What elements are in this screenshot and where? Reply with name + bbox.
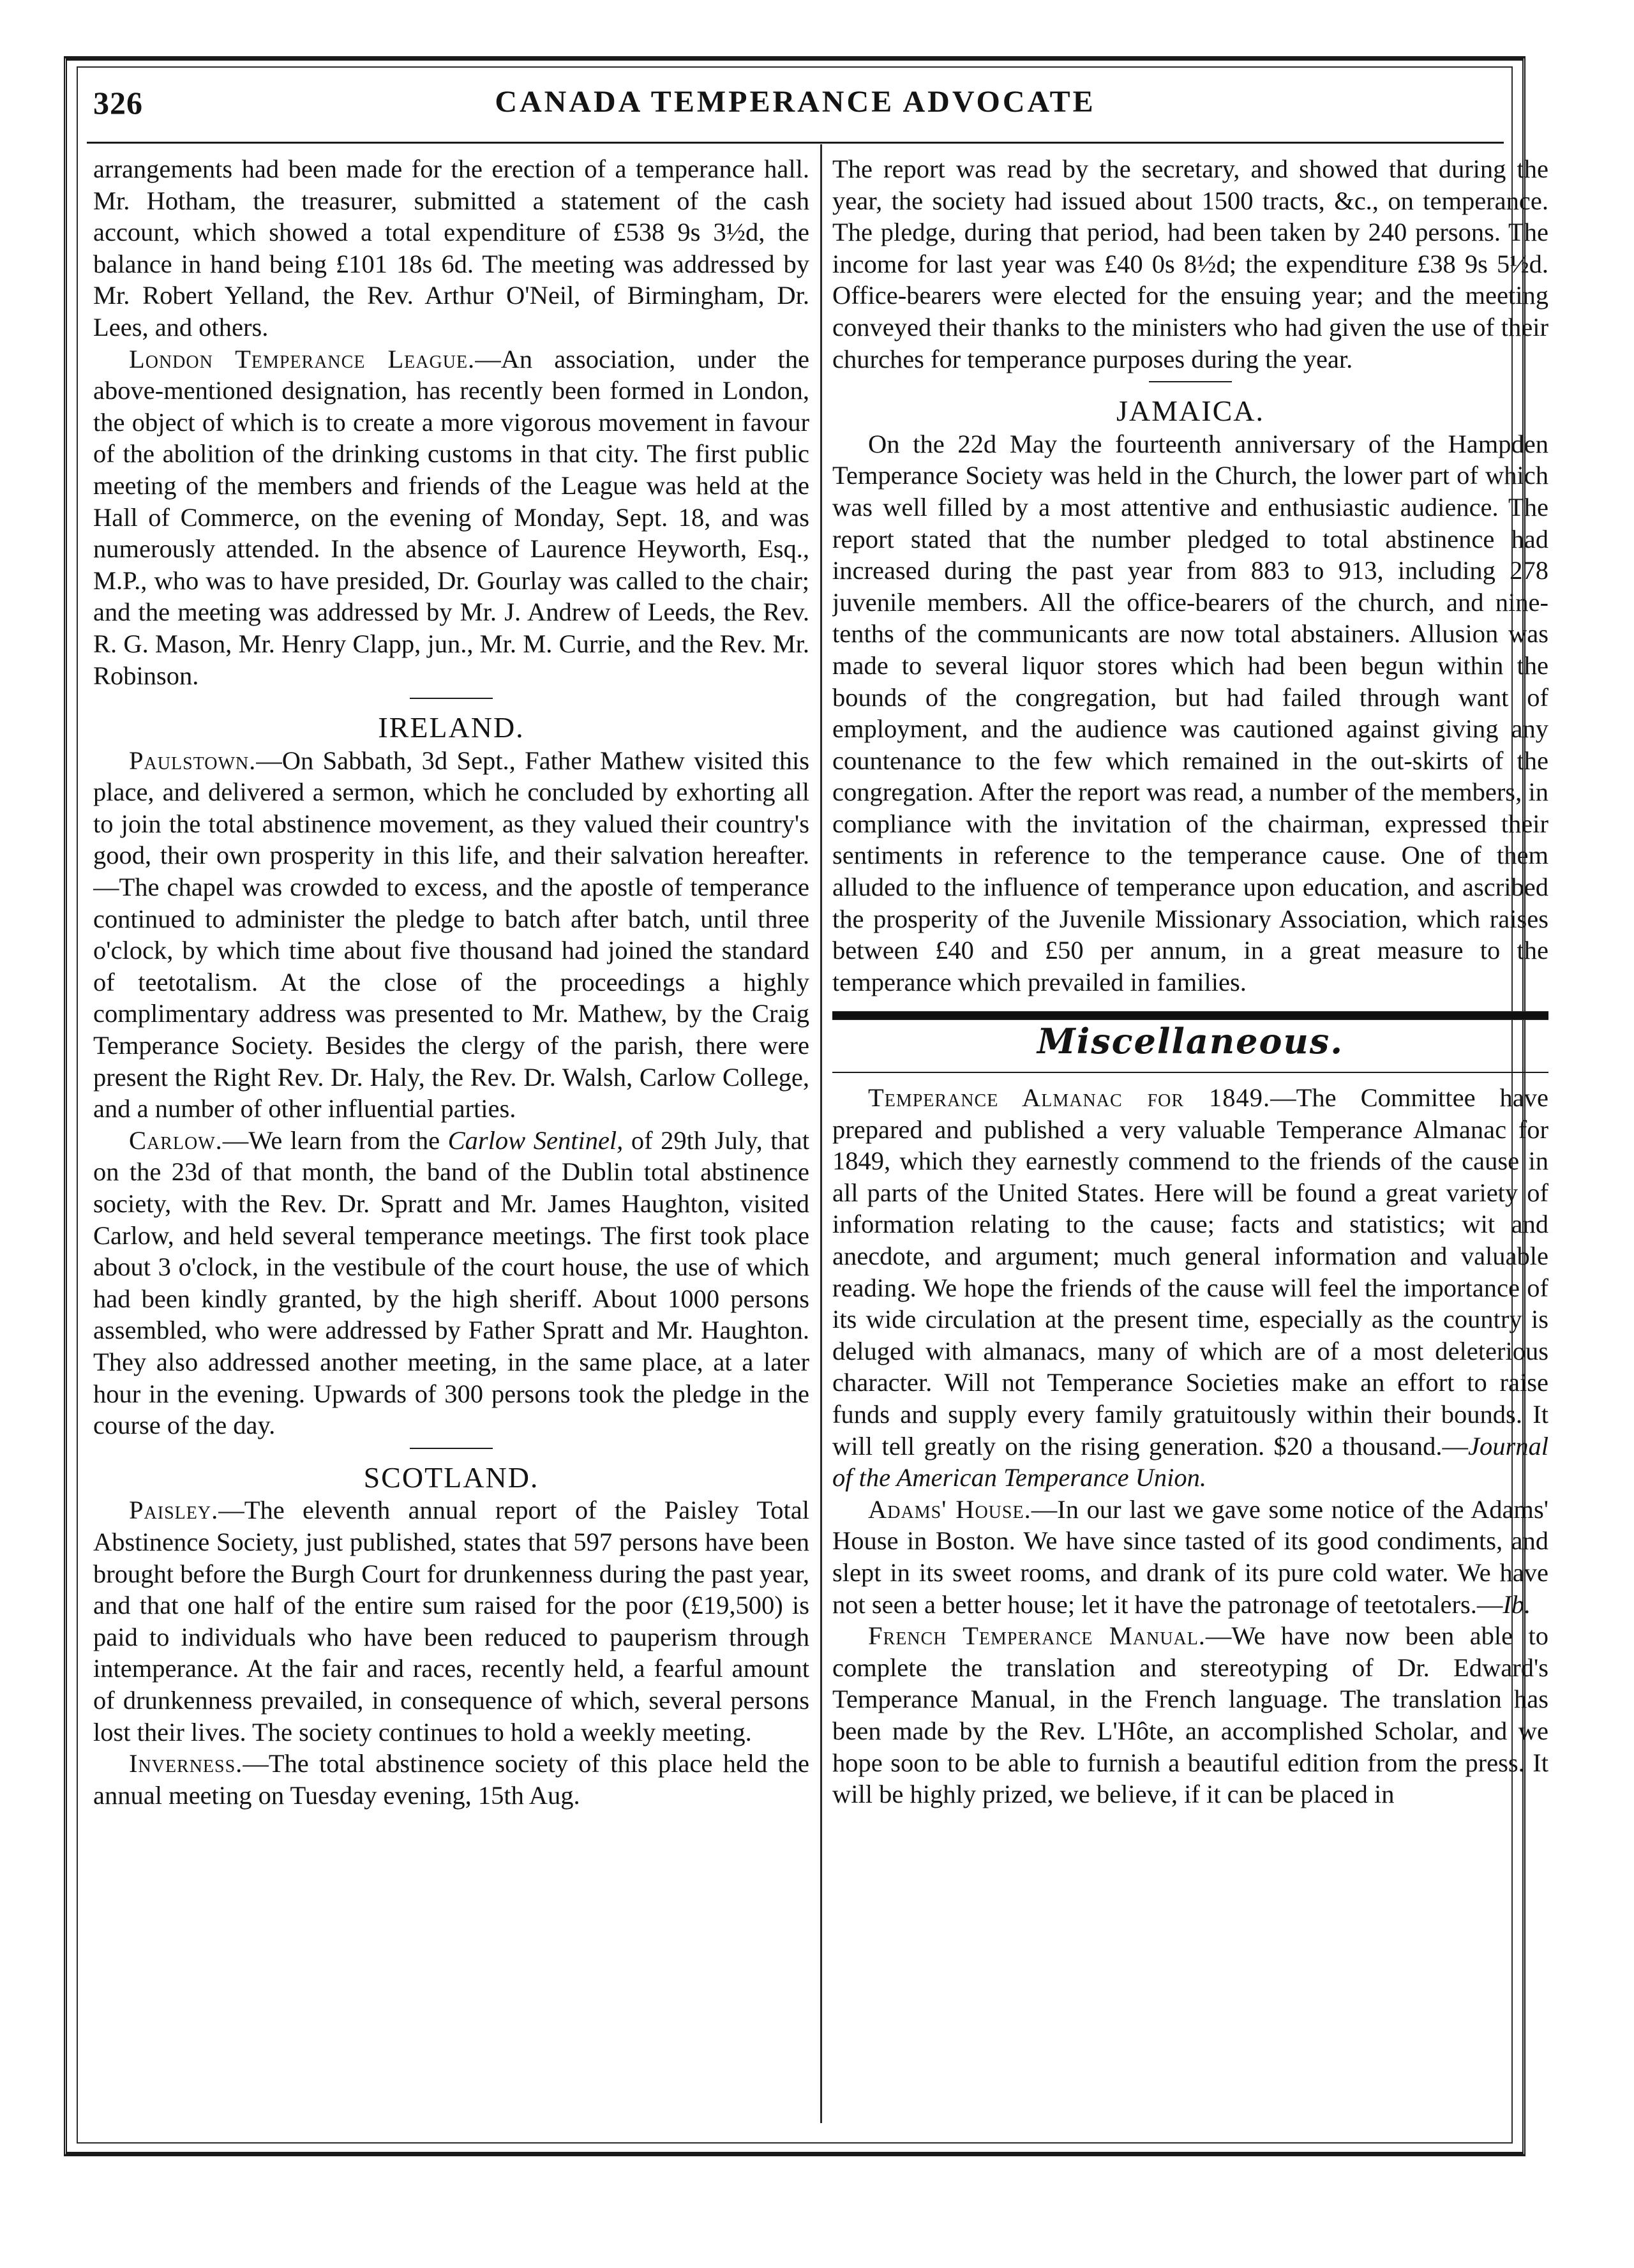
left-column: [93, 153, 809, 2126]
section-rule: [832, 1072, 1548, 1073]
paulstown-paragraph: [93, 745, 809, 1125]
paragraph-text: —The Committee have prepared and published a very valuable Temperance Almanac for 1849, which they earnestly commend to the friends of the cause in all parts of the United States. Here will be found a great variety of information relating to the cause; facts and statistics; wit and anecdote, and argument; much general information and valuable reading. We hope the friends of the cause will feel the importance of its wide circulation at the present time, especially as the country is deluged with almanacs, many of which are of a most deleterious character. Will not Temperance Societies make an effort to raise funds and supply every family gratuitously within their bounds. It will tell greatly on the rising generation. $20 a thousand.—: [832, 1083, 1548, 1461]
paragraph-text: —In our last we gave some notice of the Adams' House in Boston. We have since tasted of its good condiments, and slept in its sweet rooms, and drank of its pure cold water. We have not seen a better house; let it have the patronage of teetotalers.—: [832, 1494, 1548, 1619]
header-rule: [87, 142, 1504, 144]
section-heading-jamaica: JAMAICA.: [1116, 394, 1264, 428]
run-in-heading: French Temperance Manual.: [868, 1621, 1206, 1651]
inverness-continued-paragraph: The report was read by the secretary, and showed that during the year, the society had issued about 1500 tracts, &c., on temperance. The pledge, during that period, had been taken by 240 persons. The income for last year was £40 0s 8½d; the expenditure £38 9s 5½d. Office-bearers were elected for the ensuing year; and the meeting conveyed their thanks to the ministers who had given the use of their churches for temperance purposes during the year.: [832, 154, 1548, 373]
source-citation: Journal of the American Temperance Union.: [832, 1431, 1548, 1492]
journal-title: CANADA TEMPERANCE ADVOCATE: [495, 85, 1096, 119]
run-in-heading: Carlow.: [129, 1125, 223, 1155]
page-number: 326: [93, 85, 143, 121]
paisley-paragraph: [93, 1494, 809, 1748]
running-header: [93, 80, 1497, 138]
column-divider: [820, 144, 822, 2123]
section-rule: [410, 698, 493, 699]
run-in-heading: Paulstown.: [129, 746, 257, 775]
section-rule: [410, 1448, 493, 1449]
paragraph-text: —On Sabbath, 3d Sept., Father Mathew visited this place, and delivered a sermon, which he concluded by exhorting all to join the total abstinence movement, as they valued their country's good, their own prosperity in this life, and their salvation hereafter.—The chapel was crowded to excess, and the apostle of temperance continued to administer the pledge to batch after batch, until three o'clock, by which time about five thousand had joined the standard of teetotalism. At the close of the proceedings a highly complimentary address was presented to Mr. Mathew, by the Craig Temperance Society. Besides the clergy of the parish, there were present the Right Rev. Dr. Haly, the Rev. Dr. Walsh, Carlow College, and a number of other influential parties.: [93, 746, 809, 1123]
london-league-paragraph: [93, 343, 809, 692]
run-in-heading: Inverness.: [129, 1749, 243, 1778]
run-in-heading: London Temperance League.: [129, 344, 476, 373]
right-column: [832, 153, 1548, 2126]
run-in-heading: Adams' House.: [868, 1494, 1031, 1524]
french-manual-paragraph: [832, 1620, 1548, 1810]
run-in-heading: Paisley.: [129, 1496, 219, 1525]
paragraph-text: —The total abstinence society of this place held the annual meeting on Tuesday evening, 15th Aug.: [93, 1749, 809, 1810]
paragraph-text: —An association, under the above-mentioned designation, has recently been formed in London, the object of which is to create a more vigorous movement in favour of the abolition of the drinking customs in that city. The first public meeting of the members and friends of the League was held at the Hall of Commerce, on the evening of Monday, Sept. 18, and was numerously attended. In the absence of Laurence Heyworth, Esq., M.P., who was to have presided, Dr. Gourlay was called to the chair; and the meeting was addressed by Mr. J. Andrew of Leeds, the Rev. R. G. Mason, Mr. Henry Clapp, jun., Mr. M. Currie, and the Rev. Mr. Robinson.: [93, 344, 809, 690]
inverness-paragraph: [93, 1748, 809, 1811]
almanac-paragraph: [832, 1082, 1548, 1494]
source-citation: Ib.: [1503, 1589, 1531, 1619]
jamaica-paragraph: On the 22d May the fourteenth anniversary of the Hampden Temperance Society was held in the Church, the lower part of which was well filled by a most attentive and enthusiastic audience. The report stated that the number pledged to total abstinence had increased during the past year from 883 to 913, including 278 juvenile members. All the office-bearers of the church, and nine-tenths of the communicants are now total abstainers. Allusion was made to several liquor stores which had been begun within the bounds of the congregation, but had failed through want of employment, and the audience was cautioned against giving any countenance to the few which remained in the out-skirts of the congregation. After the report was read, a number of the members, in compliance with the invitation of the chairman, expressed their sentiments in reference to the temperance cause. One of them alluded to the influence of temperance upon education, and ascribed the prosperity of the Juvenile Missionary Association, which raises between £40 and £50 per annum, in a great measure to the temperance which prevailed in families.: [832, 429, 1548, 996]
section-heading-scotland: SCOTLAND.: [363, 1461, 539, 1494]
section-divider-thick: [832, 1012, 1548, 1019]
run-in-heading: Temperance Almanac for 1849.: [868, 1083, 1271, 1113]
paragraph-text: of 29th July, that on the 23d of that month, the band of the Dublin total abstinence society, with the Rev. Dr. Spratt and Mr. James Haughton, visited Carlow, and held several temperance meetings. The first took place about 3 o'clock, in the vestibule of the court house, the use of which had been kindly granted, by the high sheriff. About 1000 persons assembled, who were addressed by Father Spratt and Mr. Haughton. They also addressed another meeting, in the same place, at a later hour in the evening. Upwards of 300 persons took the pledge in the course of the day.: [93, 1125, 809, 1440]
paragraph-text: —We learn from the: [222, 1125, 448, 1155]
section-heading-miscellaneous: Miscellaneous.: [1037, 1021, 1344, 1062]
article-continued-paragraph: arrangements had been made for the erection of a temperance hall. Mr. Hotham, the treasurer, submitted a statement of the cash account, which showed a total expenditure of £538 9s 3½d, the balance in hand being £101 18s 6d. The meeting was addressed by Mr. Robert Yelland, the Rev. Arthur O'Neil, of Birmingham, Dr. Lees, and others.: [93, 154, 809, 342]
carlow-paragraph: [93, 1125, 809, 1441]
adams-house-paragraph: [832, 1494, 1548, 1620]
paragraph-text: —The eleventh annual report of the Paisley Total Abstinence Society, just published, states that 597 persons have been brought before the Burgh Court for drunkenness during the past year, and that one half of the entire sum raised for the poor (£19,500) is paid to individuals who have been reduced to pauperism through intemperance. At the fair and races, recently held, a fearful amount of drunkenness prevailed, in consequence of which, several persons lost their lives. The society continues to hold a weekly meeting.: [93, 1496, 809, 1746]
newspaper-title: Carlow Sentinel,: [447, 1125, 624, 1155]
section-rule: [1149, 381, 1232, 382]
paragraph-text: —We have now been able to complete the translation and stereotyping of Dr. Edward's Temperance Manual, in the French language. The translation has been made by the Rev. L'Hôte, an accomplished Scholar, and we hope soon to be able to furnish a beautiful edition from the press. It will be highly prized, we believe, if it can be placed in: [832, 1621, 1548, 1809]
section-heading-ireland: IRELAND.: [378, 711, 525, 744]
